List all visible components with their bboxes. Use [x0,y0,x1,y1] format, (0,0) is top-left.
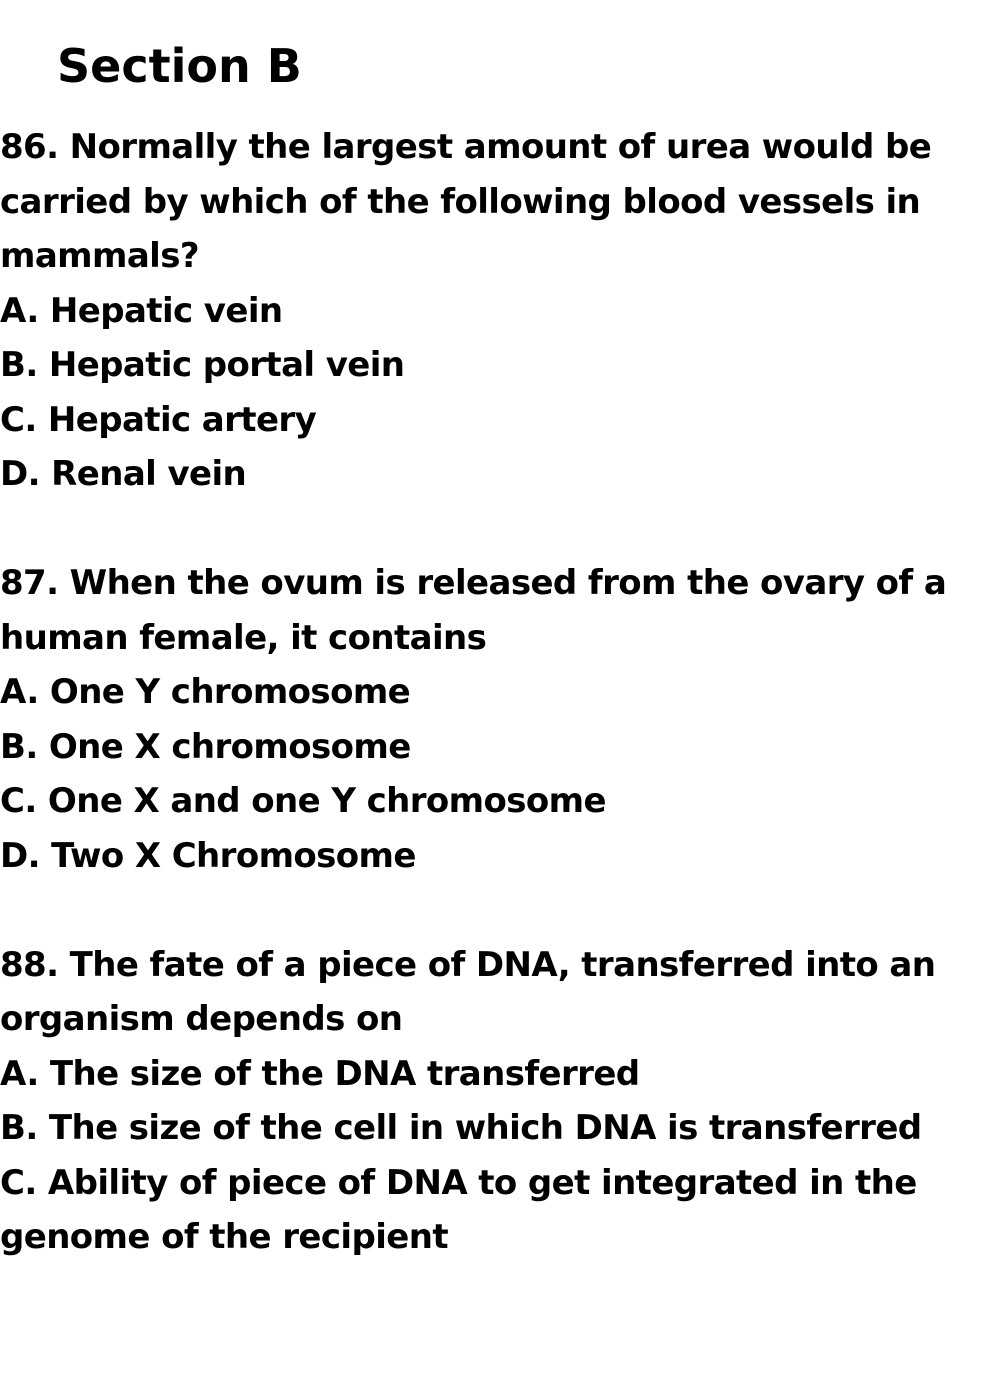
question-86-option-b: B. Hepatic portal vein [0,345,405,385]
question-86-stem-line-1: 86. Normally the largest amount of urea would be [0,127,932,167]
question-86-stem-line-3: mammals? [0,236,199,276]
question-list [0,120,982,1319]
question-87-option-b: B. One X chromosome [0,726,411,767]
question-87-stem-line-2: human female, it contains [0,617,487,658]
question-87-stem-line-1: 87. When the ovum is released from the ovary of a [0,563,947,603]
question-88-stem-line-2: organism depends on [0,999,403,1039]
section-title: Section B [57,39,302,93]
question-86-stem-line-2: carried by which of the following blood vessels in [0,181,921,222]
question-87 [0,556,982,883]
question-87-option-c: C. One X and one Y chromosome [0,781,606,821]
question-86-option-d: D. Renal vein [0,454,247,494]
question-88-stem-line-1: 88. The fate of a piece of DNA, transferred into an [0,944,936,985]
question-86-option-c: C. Hepatic artery [0,399,317,440]
question-86 [0,120,982,502]
question-87-option-a: A. One Y chromosome [0,672,411,712]
question-88-option-b: B. The size of the cell in which DNA is transferred [0,1108,922,1148]
question-88-option-a: A. The size of the DNA transferred [0,1053,640,1094]
question-88-option-c: C. Ability of piece of DNA to get integrated in the [0,1162,917,1203]
question-86-option-a: A. Hepatic vein [0,290,283,331]
question-88 [0,938,982,1265]
question-88-option-c-continued: genome of the recipient [0,1217,448,1257]
question-87-option-d: D. Two X Chromosome [0,835,416,876]
